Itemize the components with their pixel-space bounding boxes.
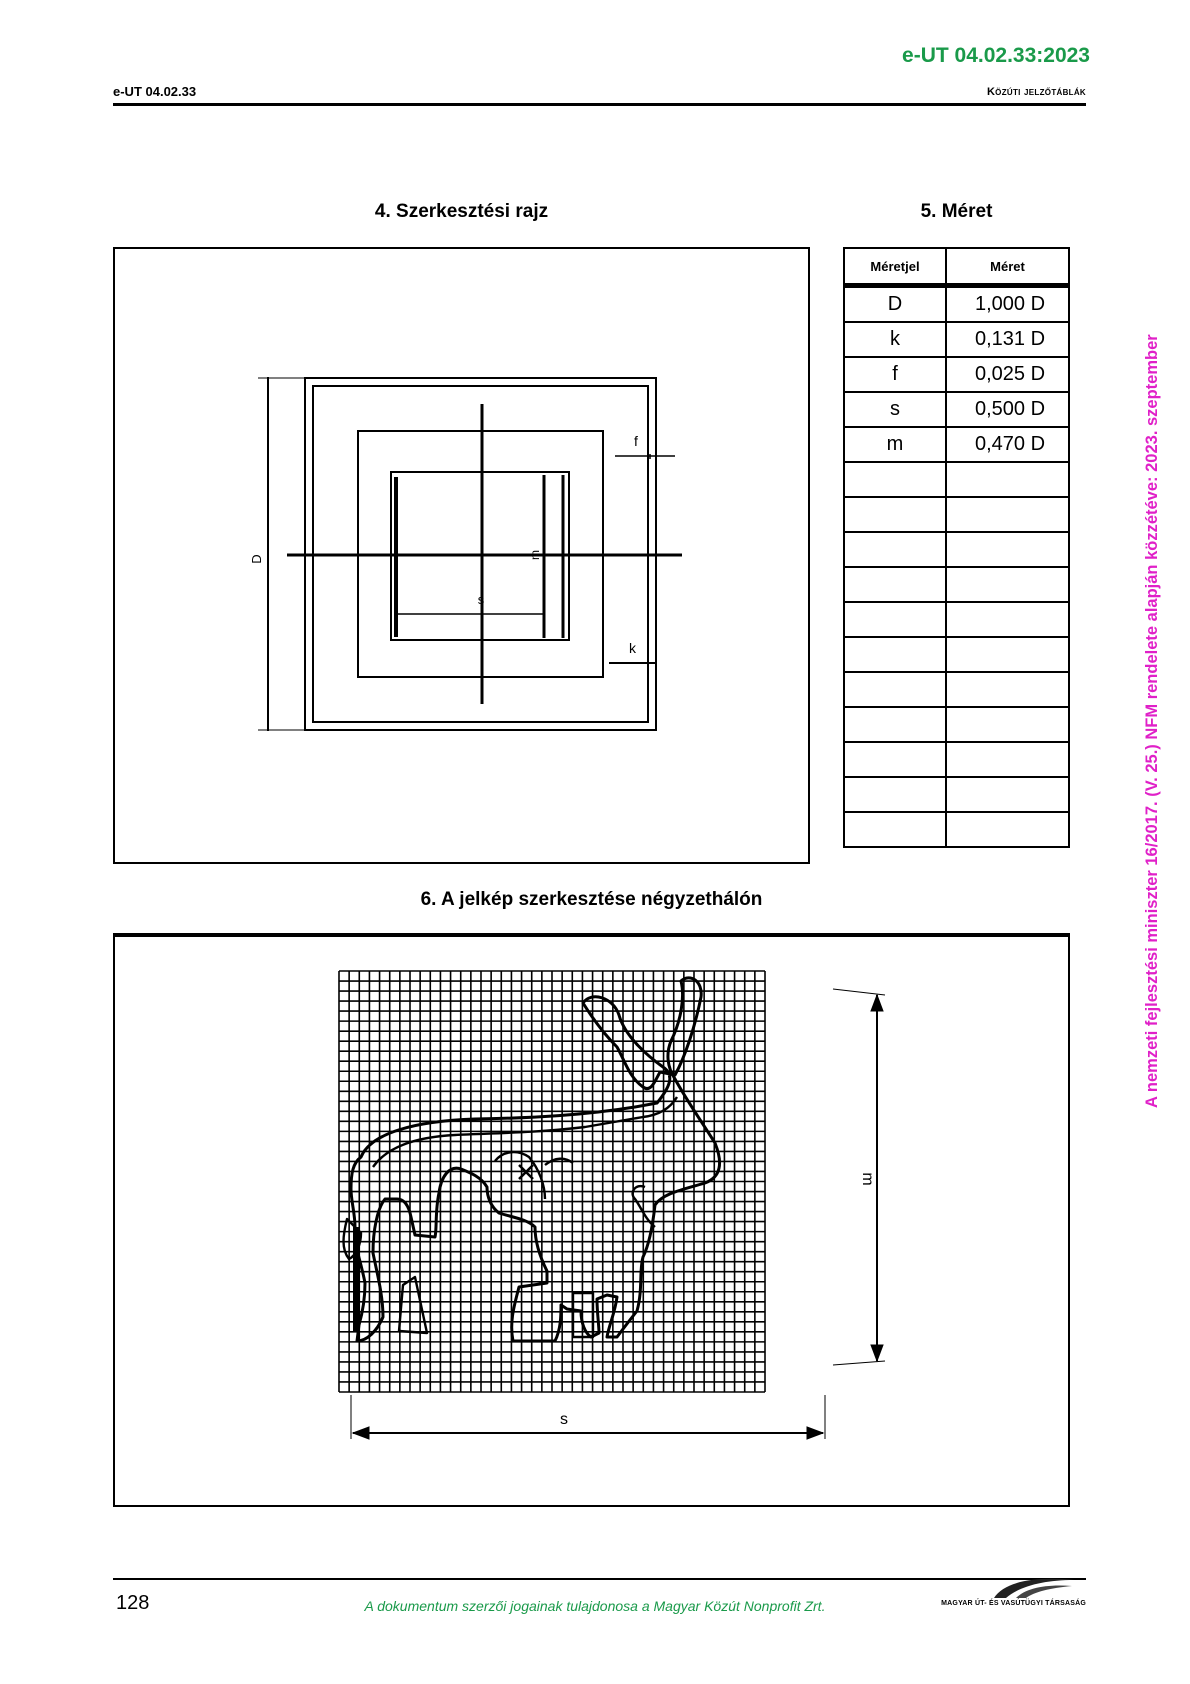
table-row: [844, 357, 1069, 392]
cell-value: [946, 532, 1069, 567]
dim-label-f: f: [634, 433, 638, 449]
table-row: [844, 567, 1069, 602]
section5-title: 5. Méret: [920, 201, 993, 222]
cell-value: [946, 707, 1069, 742]
page-number: 128: [116, 1592, 150, 1614]
column-header-size: Méret: [946, 248, 1069, 286]
table-row: [844, 532, 1069, 567]
dimension-m: [833, 989, 885, 1365]
cell-value: 1,000 D: [946, 286, 1069, 323]
cell-symbol: [844, 707, 946, 742]
section4-title: 4. Szerkesztési rajz: [374, 201, 549, 222]
grid-label-m: m: [859, 1172, 876, 1186]
cell-symbol: s: [844, 392, 946, 427]
table-row: [844, 602, 1069, 637]
dim-label-m: m: [528, 550, 542, 560]
cell-value: [946, 602, 1069, 637]
table-row: [844, 812, 1069, 847]
footer-rule: [113, 1578, 1086, 1580]
grid-construction-frame: [113, 933, 1070, 1507]
cell-symbol: [844, 532, 946, 567]
table-row: [844, 427, 1069, 462]
table-row: [844, 497, 1069, 532]
cell-symbol: m: [844, 427, 946, 462]
cell-symbol: [844, 497, 946, 532]
header-right-label: Közúti jelzőtáblák: [986, 86, 1086, 98]
table-row: [844, 777, 1069, 812]
cell-symbol: [844, 672, 946, 707]
grid-label-s: s: [560, 1411, 568, 1428]
cell-symbol: [844, 602, 946, 637]
society-logo: [954, 1572, 1086, 1602]
cell-symbol: [844, 812, 946, 847]
table-row: [844, 707, 1069, 742]
section6-title: 6. A jelkép szerkesztése négyzethálón: [420, 889, 763, 910]
table-row: [844, 637, 1069, 672]
dimension-table: [843, 247, 1070, 848]
cell-value: 0,500 D: [946, 392, 1069, 427]
construction-drawing-frame: [113, 247, 810, 864]
society-logo-text: MAGYAR ÚT- ÉS VASÚTÜGYI TÁRSASÁG: [941, 1600, 1086, 1607]
header-rule: [113, 103, 1086, 106]
cell-value: [946, 462, 1069, 497]
cell-value: [946, 742, 1069, 777]
dim-label-D: D: [249, 554, 264, 564]
cell-symbol: k: [844, 322, 946, 357]
dim-label-s: s: [477, 592, 485, 607]
document-code: e-UT 04.02.33:2023: [902, 44, 1090, 67]
deer-tail-stroke: [353, 1227, 359, 1331]
deer-hind-leg: [399, 1277, 427, 1333]
cell-symbol: D: [844, 286, 946, 323]
dimension-s: [351, 1395, 825, 1439]
cell-value: 0,025 D: [946, 357, 1069, 392]
cell-symbol: [844, 462, 946, 497]
header-left-label: e-UT 04.02.33: [113, 84, 197, 99]
society-logo-icon: [954, 1572, 1086, 1602]
construction-drawing: [115, 249, 808, 862]
cell-symbol: [844, 777, 946, 812]
cell-value: 0,131 D: [946, 322, 1069, 357]
grid-construction-drawing: [115, 937, 1068, 1505]
table-header-row: [844, 248, 1069, 286]
publication-side-note: A nemzeti fejlesztési miniszter 16/2017. (V. 25.) NFM rendelete alapján közzétéve: 2023. szeptember: [1143, 334, 1161, 1108]
cell-symbol: f: [844, 357, 946, 392]
square-grid: [339, 971, 765, 1392]
cell-value: [946, 777, 1069, 812]
cell-symbol: [844, 637, 946, 672]
table-row: [844, 462, 1069, 497]
cell-symbol: [844, 742, 946, 777]
cell-value: 0,470 D: [946, 427, 1069, 462]
column-header-symbol: Méretjel: [844, 248, 946, 286]
table-row: [844, 672, 1069, 707]
table-row: [844, 392, 1069, 427]
cell-symbol: [844, 567, 946, 602]
table-row: [844, 286, 1069, 323]
table-row: [844, 742, 1069, 777]
cell-value: [946, 637, 1069, 672]
copyright-notice: A dokumentum szerzői jogainak tulajdonosa a Magyar Közút Nonprofit Zrt.: [364, 1598, 826, 1614]
cell-value: [946, 567, 1069, 602]
cell-value: [946, 672, 1069, 707]
cell-value: [946, 812, 1069, 847]
table-row: [844, 322, 1069, 357]
dim-label-k: k: [629, 640, 636, 656]
cell-value: [946, 497, 1069, 532]
